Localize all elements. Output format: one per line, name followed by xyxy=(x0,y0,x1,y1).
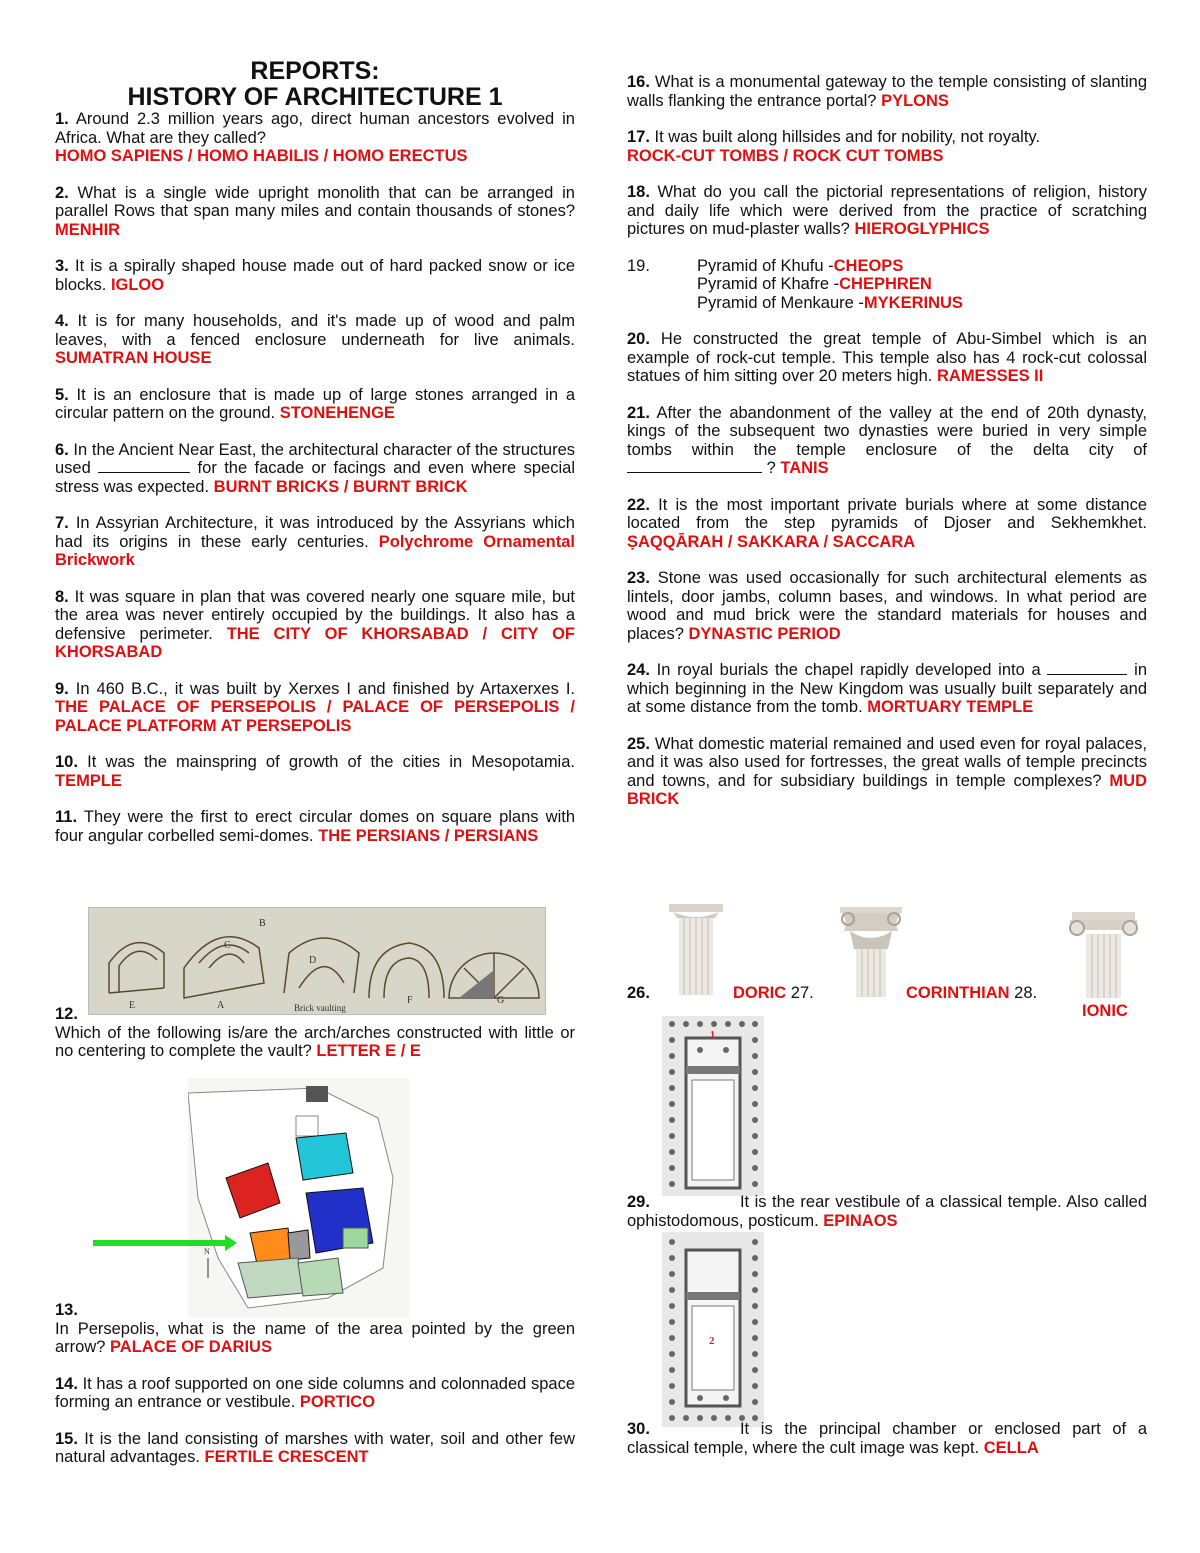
question-8 xyxy=(55,588,575,662)
plan-marker-1: 1 xyxy=(710,1030,715,1041)
answer: LETTER E / E xyxy=(316,1042,421,1060)
persepolis-plan-figure xyxy=(178,1078,410,1318)
question-18 xyxy=(627,183,1147,239)
label-b: B xyxy=(259,918,266,929)
answer: CELLA xyxy=(983,1438,1039,1457)
ionic-column-image xyxy=(1066,908,1141,998)
question-text: It was the mainspring of growth of the cities in Mesopotamia. xyxy=(77,753,575,771)
question-text: He constructed the great temple of Abu-Simbel which is an example of rock-cut temple. This temple also has 4 rock-cut colossal statues of him sitting over 20 meters high. xyxy=(627,330,1147,385)
answer: HOMO SAPIENS / HOMO HABILIS / HOMO ERECTUS xyxy=(55,147,468,165)
question-text: Around 2.3 million years ago, direct human ancestors evolved in Africa. What are they called? xyxy=(55,110,575,147)
question-24 xyxy=(627,661,1147,717)
question-text-continued: in which beginning in the New Kingdom was usually built separately and at some distance from the tomb. xyxy=(627,661,1147,716)
question-16 xyxy=(627,73,1147,110)
question-4 xyxy=(55,312,575,368)
answer: THE CITY OF KHORSABAD / CITY OF KHORSABAD xyxy=(55,624,575,661)
question-text: It has a roof supported on one side columns and colonnaded space forming an entrance or vestibule. xyxy=(55,1374,575,1411)
q27-answer-row xyxy=(906,984,1037,1003)
question-15 xyxy=(55,1430,575,1467)
question-number: 14. xyxy=(55,1374,78,1393)
question-number: 10. xyxy=(55,753,78,771)
question-number: 17. xyxy=(627,128,650,146)
doric-column-icon xyxy=(665,900,727,995)
question-number: 9. xyxy=(55,679,69,698)
question-text: In Persepolis, what is the name of the area pointed by the green arrow? xyxy=(55,1319,575,1356)
question-5 xyxy=(55,386,575,423)
answer: FERTILE CRESCENT xyxy=(204,1448,369,1466)
question-number: 24. xyxy=(627,661,650,679)
label-a: A xyxy=(217,1000,225,1011)
label-c: C xyxy=(224,940,231,951)
fill-blank xyxy=(98,459,190,473)
answer: CHEPHREN xyxy=(839,275,932,293)
question-number: 12. xyxy=(55,1005,78,1023)
question-12 xyxy=(55,1005,575,1061)
question-number: 8. xyxy=(55,587,69,606)
right-column xyxy=(627,0,1147,827)
question-20 xyxy=(627,330,1147,386)
question-text: It was square in plan that was covered nearly one square mile, but the area was never entirely occupied by the buildings. It also has a defensive perimeter. xyxy=(55,587,575,643)
answer: PYLONS xyxy=(881,91,949,110)
answer: STONEHENGE xyxy=(279,404,395,422)
question-number: 21. xyxy=(627,403,650,422)
answer: PORTICO xyxy=(299,1393,376,1411)
question-text: It is the most important private burials where at some distance located from the step pyramids of Djoser and Sekhemkhet. xyxy=(627,495,1147,532)
answer: IONIC xyxy=(1082,1002,1128,1020)
corinthian-column-icon xyxy=(836,905,906,997)
question-text: It is the rear vestibule of a classical temple. Also called ophistodomous, posticum. xyxy=(627,1193,1147,1230)
pyramid-row-3 xyxy=(627,294,1147,313)
question-30 xyxy=(627,1420,1147,1457)
question-number: 23. xyxy=(627,569,650,587)
question-text: In Assyrian Architecture, it was introduced by the Assyrians which had its origins in these early centuries. xyxy=(55,514,575,551)
pyramid-row-2 xyxy=(627,275,1147,294)
ionic-column-icon xyxy=(1066,908,1141,998)
question-number: 2. xyxy=(55,183,69,202)
question-text: It is an enclosure that is made up of large stones arranged in a circular pattern on the ground. xyxy=(55,385,575,422)
question-number: 11. xyxy=(55,808,78,826)
question-text: What is a single wide upright monolith that can be arranged in parallel Rows that span many miles and contain thousands of stones? xyxy=(55,183,575,220)
question-17 xyxy=(627,128,1147,165)
question-number: 6. xyxy=(55,440,69,459)
answer: TANIS xyxy=(780,459,829,477)
answer: RAMESSES II xyxy=(936,367,1044,385)
question-text-continued: for the facade or facings and even where special stress was expected. xyxy=(55,459,575,496)
fill-blank xyxy=(1047,661,1127,675)
question-number: 15. xyxy=(55,1429,78,1448)
question-2 xyxy=(55,184,575,240)
question-number: 4. xyxy=(55,312,69,330)
brick-vaulting-drawing xyxy=(89,908,547,1016)
question-1 xyxy=(55,110,575,166)
question-number: 13. xyxy=(55,1301,78,1319)
left-column-bottom xyxy=(55,1301,575,1485)
q26-number xyxy=(627,984,650,1003)
question-29 xyxy=(627,1193,1147,1230)
question-text: In the Ancient Near East, the architectural character of the structures used xyxy=(55,440,575,477)
question-number: 26. xyxy=(627,984,650,1002)
question-text: It is for many households, and it's made up of wood and palm leaves, with a fenced enclosure underneath for live animals. xyxy=(55,312,575,349)
answer: Polychrome Ornamental Brickwork xyxy=(55,532,575,569)
question-text: It is the land consisting of marshes with water, soil and other few natural advantages. xyxy=(55,1429,575,1466)
temple-plan-1-figure xyxy=(662,1016,764,1196)
question-text: It is a spirally shaped house made out of hard packed snow or ice blocks. xyxy=(55,257,575,294)
question-number: 27. xyxy=(790,984,814,1002)
question-text-continued: ? xyxy=(762,459,781,477)
question-22 xyxy=(627,496,1147,552)
answer: ṢAQQĀRAH / SAKKARA / SACCARA xyxy=(627,532,916,551)
answer: HIEROGLYPHICS xyxy=(854,220,990,238)
doric-column-image xyxy=(665,900,727,995)
pyramid-label: Pyramid of Khafre - xyxy=(697,275,840,293)
question-number: 25. xyxy=(627,734,650,753)
question-text: They were the first to erect circular domes on square plans with four angular corbelled semi-domes. xyxy=(55,808,575,845)
question-text: It is the principal chamber or enclosed part of a classical temple, where the cult image was kept. xyxy=(627,1420,1147,1457)
title-line-1: REPORTS: xyxy=(250,57,380,85)
answer: MUD BRICK xyxy=(627,771,1147,808)
question-10 xyxy=(55,753,575,790)
pyramid-row-1 xyxy=(627,257,1147,276)
question-25 xyxy=(627,735,1147,809)
answer: BURNT BRICKS / BURNT BRICK xyxy=(213,477,468,496)
left-column-bottom-12 xyxy=(55,1005,575,1079)
question-9 xyxy=(55,680,575,736)
q26-answer-row xyxy=(733,984,814,1003)
answer: THE PALACE OF PERSEPOLIS / PALACE OF PERSEPOLIS / PALACE PLATFORM AT PERSEPOLIS xyxy=(55,698,575,735)
question-text: After the abandonment of the valley at the end of 20th dynasty, kings of the subsequent two dynasties were buried in very simple tombs within the temple enclosure of the delta city of xyxy=(627,403,1147,459)
question-11 xyxy=(55,808,575,845)
answer: ROCK-CUT TOMBS / ROCK CUT TOMBS xyxy=(627,146,944,165)
q28-answer xyxy=(1082,1002,1128,1021)
answer: EPINAOS xyxy=(823,1211,898,1230)
pyramid-label: Pyramid of Khufu - xyxy=(697,256,834,275)
north-label: N xyxy=(204,1247,210,1256)
question-number: 16. xyxy=(627,73,650,91)
title-line-2: HISTORY OF ARCHITECTURE 1 xyxy=(127,83,503,111)
question-number: 3. xyxy=(55,257,69,275)
question-number: 19. xyxy=(627,256,650,275)
question-number: 7. xyxy=(55,514,69,532)
green-arrow-head xyxy=(225,1235,237,1251)
question-text: It was built along hillsides and for nobility, not royalty. xyxy=(649,128,1041,146)
question-text: What is a monumental gateway to the temple consisting of slanting walls flanking the entrance portal? xyxy=(627,73,1147,110)
answer: MYKERINUS xyxy=(863,293,963,312)
question-23 xyxy=(627,569,1147,643)
persepolis-plan xyxy=(178,1078,410,1318)
question-21 xyxy=(627,404,1147,478)
left-column xyxy=(55,0,575,863)
label-g: G xyxy=(497,995,505,1006)
corinthian-column-image xyxy=(836,905,906,997)
question-number: 1. xyxy=(55,110,69,128)
answer: CHEOPS xyxy=(833,256,904,275)
answer: IGLOO xyxy=(110,275,165,294)
question-6 xyxy=(55,441,575,497)
pyramid-label: Pyramid of Menkaure - xyxy=(697,293,864,312)
label-d: D xyxy=(309,955,317,966)
temple-plan-1 xyxy=(662,1016,764,1196)
question-number: 20. xyxy=(627,330,650,348)
fill-blank xyxy=(627,459,762,473)
answer: MENHIR xyxy=(55,220,121,239)
question-number: 18. xyxy=(627,183,650,201)
question-text: Which of the following is/are the arch/arches constructed with little or no centering to complete the vault? xyxy=(55,1023,575,1060)
question-text: What do you call the pictorial representations of religion, history and daily life which were derived from the practice of scratching pictures on mud-plaster walls? xyxy=(627,183,1147,238)
answer: THE PERSIANS / PERSIANS xyxy=(318,826,539,845)
question-number: 30. xyxy=(627,1420,650,1438)
question-number: 22. xyxy=(627,495,650,514)
green-arrow xyxy=(93,1240,233,1246)
answer: PALACE OF DARIUS xyxy=(110,1338,272,1356)
question-19 xyxy=(627,257,1147,313)
brick-vaulting-figure xyxy=(88,907,546,1015)
answer: DYNASTIC PERIOD xyxy=(688,624,841,643)
question-14 xyxy=(55,1375,575,1412)
question-number: 28. xyxy=(1014,984,1038,1002)
question-number: 29. xyxy=(627,1193,650,1211)
temple-plan-2 xyxy=(662,1232,764,1427)
answer: DORIC xyxy=(733,984,787,1002)
answer: TEMPLE xyxy=(55,771,122,790)
answer: SUMATRAN HOUSE xyxy=(55,349,212,367)
question-text: In 460 B.C., it was built by Xerxes I and finished by Artaxerxes I. xyxy=(68,679,575,698)
question-7 xyxy=(55,514,575,570)
caption: Brick vaulting xyxy=(294,1003,346,1013)
label-e: E xyxy=(129,1000,136,1011)
question-text: What domestic material remained and used even for royal palaces, and it was also used for fortresses, the great walls of temple precincts and towns, and for subsidiary buildings in temple complexes? xyxy=(627,734,1147,790)
answer: CORINTHIAN xyxy=(906,984,1010,1002)
answer: MORTUARY TEMPLE xyxy=(867,698,1034,716)
question-text: Stone was used occasionally for such architectural elements as lintels, door jambs, column bases, and windows. In what period are wood and mud brick were the standard materials for houses and places? xyxy=(627,569,1147,643)
question-13 xyxy=(55,1301,575,1357)
temple-plan-2-figure xyxy=(662,1232,764,1427)
question-text: In royal burials the chapel rapidly developed into a xyxy=(649,661,1048,679)
question-number: 5. xyxy=(55,385,69,404)
label-f: F xyxy=(407,995,413,1006)
plan-marker-2: 2 xyxy=(709,1335,715,1347)
question-3 xyxy=(55,257,575,294)
